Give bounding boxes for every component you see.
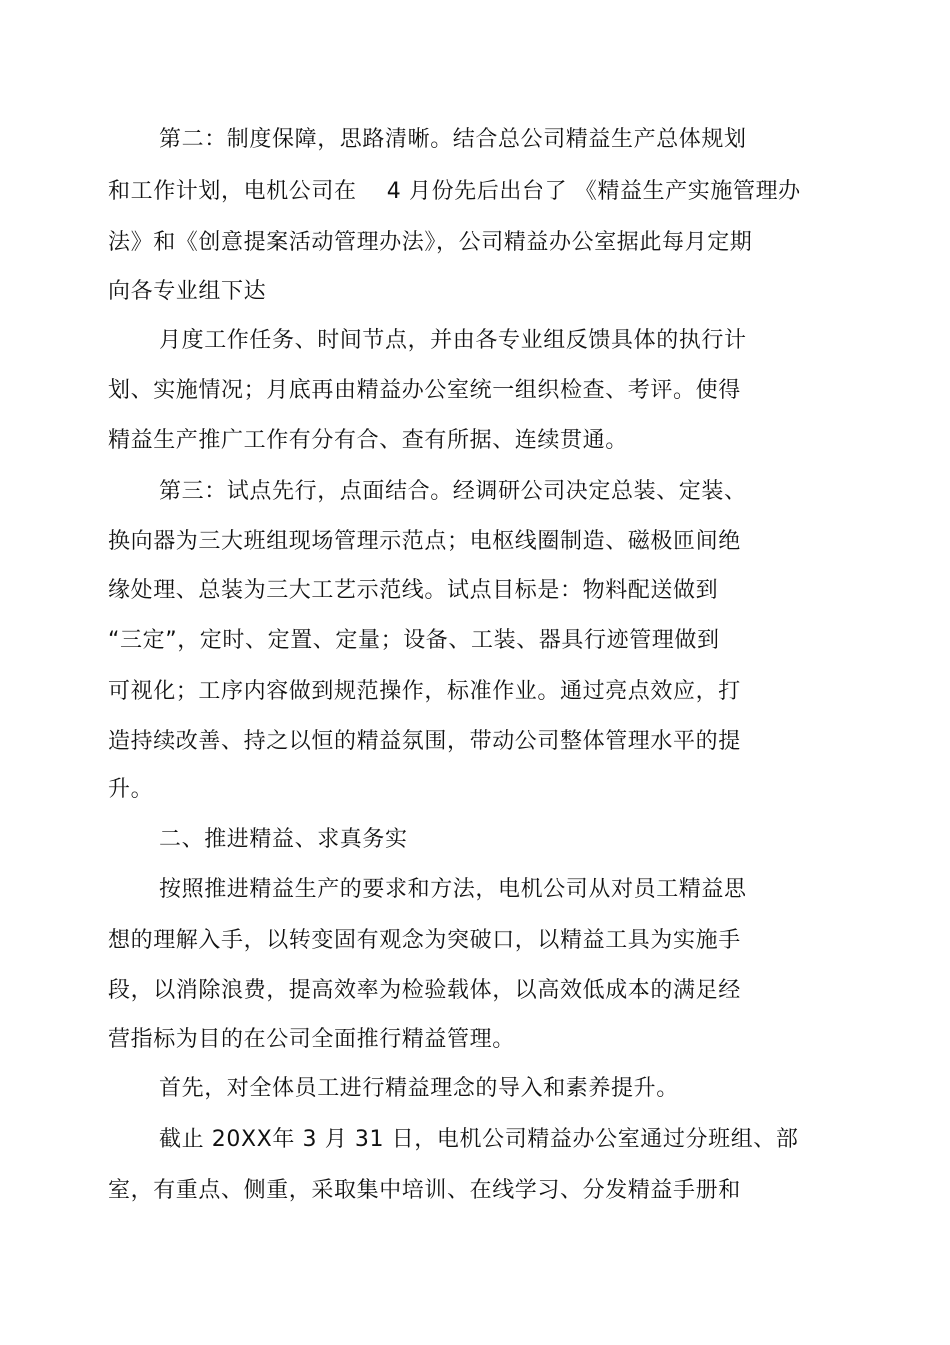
text-line: 法》和《创意提案活动管理办法》，公司精益办公室据此每月定期: [108, 230, 753, 255]
text-line: 室，有重点、侧重，采取集中培训、在线学习、分发精益手册和: [108, 1178, 741, 1203]
text-line: 缘处理、总装为三大工艺示范线。试点目标是：物料配送做到: [108, 578, 719, 603]
text-line: 向各专业组下达: [108, 279, 267, 304]
text-line: 按照推进精益生产的要求和方法，电机公司从对员工精益思: [159, 877, 747, 902]
text-line: 月度工作任务、时间节点，并由各专业组反馈具体的执行计: [159, 328, 747, 353]
text-line: “三定”，定时、定置、定量；设备、工装、器具行迹管理做到: [108, 628, 720, 653]
text-line: 想的理解入手，以转变固有观念为突破口，以精益工具为实施手: [108, 928, 741, 953]
text-line: 和工作计划，电机公司在 4 月份先后出台了 《精益生产实施管理办: [108, 179, 801, 204]
text-line: 可视化；工序内容做到规范操作，标准作业。通过亮点效应，打: [108, 679, 741, 704]
text-line: 营指标为目的在公司全面推行精益管理。: [108, 1027, 515, 1052]
text-line: 换向器为三大班组现场管理示范点；电枢线圈制造、磁极匝间绝: [108, 529, 741, 554]
text-line: 首先，对全体员工进行精益理念的导入和素养提升。: [159, 1076, 679, 1101]
text-line: 精益生产推广工作有分有合、查有所据、连续贯通。: [108, 428, 628, 453]
text-line: 划、实施情况；月底再由精益办公室统一组织检查、考评。使得: [108, 378, 741, 403]
section-heading: 二、推进精益、求真务实: [159, 827, 408, 852]
text-line: 造持续改善、持之以恒的精益氛围，带动公司整体管理水平的提: [108, 729, 741, 754]
text-line: 升。: [108, 777, 154, 802]
text-line: 第三：试点先行，点面结合。经调研公司决定总装、定装、: [159, 479, 747, 504]
text-line: 截止 20XX年 3 月 31 日，电机公司精益办公室通过分班组、部: [159, 1127, 799, 1152]
text-line: 段，以消除浪费，提高效率为检验载体，以高效低成本的满足经: [108, 978, 741, 1003]
text-line: 第二：制度保障，思路清晰。结合总公司精益生产总体规划: [159, 127, 747, 152]
